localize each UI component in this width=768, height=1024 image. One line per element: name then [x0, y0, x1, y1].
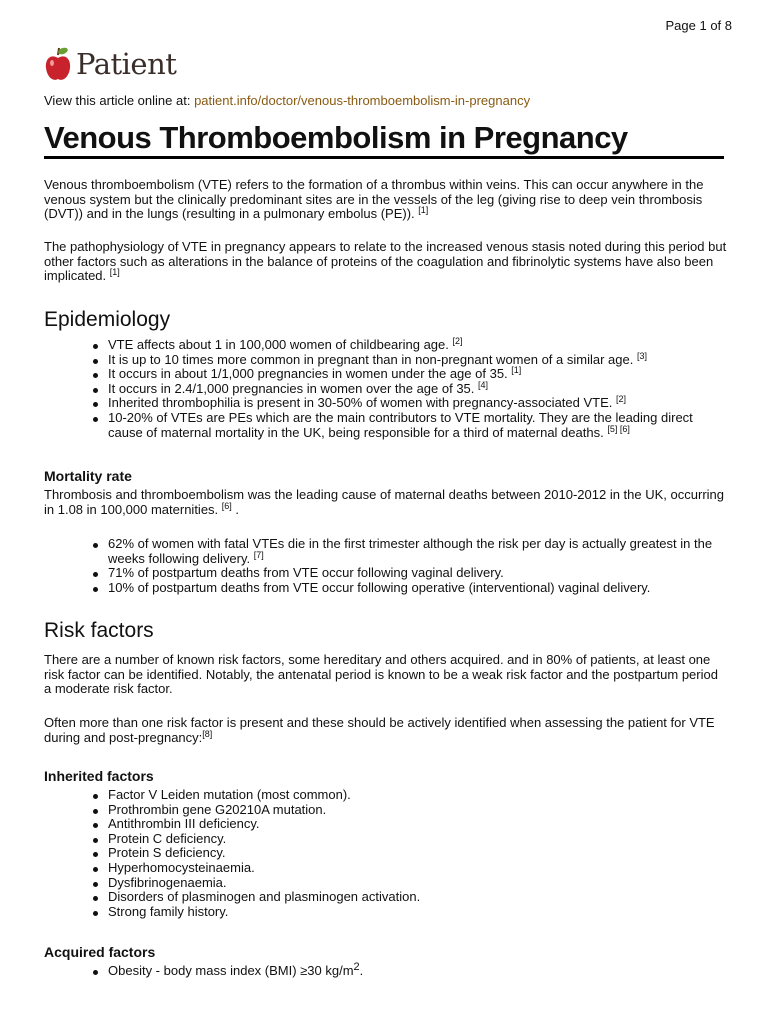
citation[interactable]: [6]: [221, 500, 232, 511]
apple-icon: [44, 45, 72, 83]
page-title: Venous Thromboembolism in Pregnancy: [44, 120, 724, 159]
citation[interactable]: [1]: [109, 267, 120, 278]
citation[interactable]: [1]: [418, 205, 429, 216]
list-item: Obesity - body mass index (BMI) ≥30 $kg/m^2$.: [108, 964, 728, 979]
mortality-list: [44, 537, 728, 595]
epidemiology-list: [44, 338, 728, 440]
citation[interactable]: [4]: [478, 379, 489, 390]
intro-paragraph: Venous thromboembolism (VTE) refers to the formation of a thrombus within veins. This can occur anywhere in the venous system but the clinically predominant sites are in the vessels of the leg (giving rise to deep vein thrombosis (DVT)) and in the lungs (resulting in a pulmonary embolus (PE)). [1]: [44, 177, 704, 222]
list-item: It is up to 10 times more common in pregnant than in non-pregnant women of a similar age. [3]: [108, 353, 728, 368]
list-item: Factor V Leiden mutation (most common).: [108, 788, 728, 803]
citation[interactable]: [1]: [511, 365, 522, 376]
citation[interactable]: [3]: [636, 350, 647, 361]
mortality-paragraph: Thrombosis and thromboembolism was the leading cause of maternal deaths between 2010-2012 in the UK, occurring in 1.08 in 100,000 maternities. [6] .: [44, 487, 724, 517]
acquired-list: [44, 961, 728, 979]
section-heading-risk-factors: Risk factors: [44, 619, 154, 642]
citation[interactable]: [2]: [452, 336, 463, 346]
list-item: Hyperhomocysteinaemia.: [108, 861, 728, 876]
list-item: Prothrombin gene G20210A mutation.: [108, 803, 728, 818]
article-url-link[interactable]: patient.info/doctor/venous-thromboembolism-in-pregnancy: [194, 93, 531, 108]
citation[interactable]: [2]: [616, 394, 627, 405]
online-prefix: View this article online at:: [44, 93, 195, 108]
list-item: Protein C deficiency.: [108, 832, 728, 847]
page-number: Page 1 of 8: [665, 18, 732, 33]
inherited-list: [44, 788, 728, 919]
list-item: Antithrombin III deficiency.: [108, 817, 728, 832]
subheading-mortality-rate: Mortality rate: [44, 468, 132, 484]
logo-text: Patient: [76, 46, 177, 81]
list-item: 62% of women with fatal VTEs die in the first trimester although the risk per day is actually greatest in the weeks following delivery. [7]: [108, 537, 728, 566]
patient-logo: [44, 44, 176, 84]
citation[interactable]: [8]: [202, 728, 213, 739]
list-item: Disorders of plasminogen and plasminogen activation.: [108, 890, 728, 905]
list-item: Dysfibrinogenaemia.: [108, 876, 728, 891]
subheading-inherited-factors: Inherited factors: [44, 768, 154, 784]
list-item: 10% of postpartum deaths from VTE occur following operative (interventional) vaginal delivery.: [108, 581, 728, 596]
section-heading-epidemiology: Epidemiology: [44, 308, 171, 331]
citation[interactable]: [7]: [253, 549, 264, 560]
subheading-acquired-factors: Acquired factors: [44, 944, 156, 960]
risk-paragraph: Often more than one risk factor is present and these should be actively identified when assessing the patient for VTE during and post-pregnancy:[8]: [44, 715, 715, 745]
risk-paragraph: There are a number of known risk factors, some hereditary and others acquired. and in 80% of patients, at least one risk factor can be identified. Notably, the antenatal period is known to be a weak risk factor and the postpartum period a moderate risk factor.: [44, 652, 718, 697]
list-item: Strong family history.: [108, 905, 728, 920]
citation[interactable]: [5] [6]: [607, 423, 630, 434]
list-item: 10-20% of VTEs are PEs which are the main contributors to VTE mortality. They are the leading direct cause of maternal mortality in the UK, being responsible for a third of maternal deaths. [5] [6]: [108, 411, 728, 440]
list-item: Protein S deficiency.: [108, 846, 728, 861]
online-link-line: [44, 94, 728, 109]
list-item: 71% of postpartum deaths from VTE occur following vaginal delivery.: [108, 566, 728, 581]
list-item: VTE affects about 1 in 100,000 women of childbearing age. [2]: [108, 338, 728, 353]
list-item: It occurs in 2.4/1,000 pregnancies in women over the age of 35. [4]: [108, 382, 728, 397]
list-item: It occurs in about 1/1,000 pregnancies in women under the age of 35. [1]: [108, 367, 728, 382]
intro-paragraph: The pathophysiology of VTE in pregnancy appears to relate to the increased venous stasis noted during this period but other factors such as alterations in the balance of proteins of the coagulation and fibrinolytic systems have also been implicated. [1]: [44, 239, 727, 284]
list-item: Inherited thrombophilia is present in 30-50% of women with pregnancy-associated VTE. [2]: [108, 396, 728, 411]
